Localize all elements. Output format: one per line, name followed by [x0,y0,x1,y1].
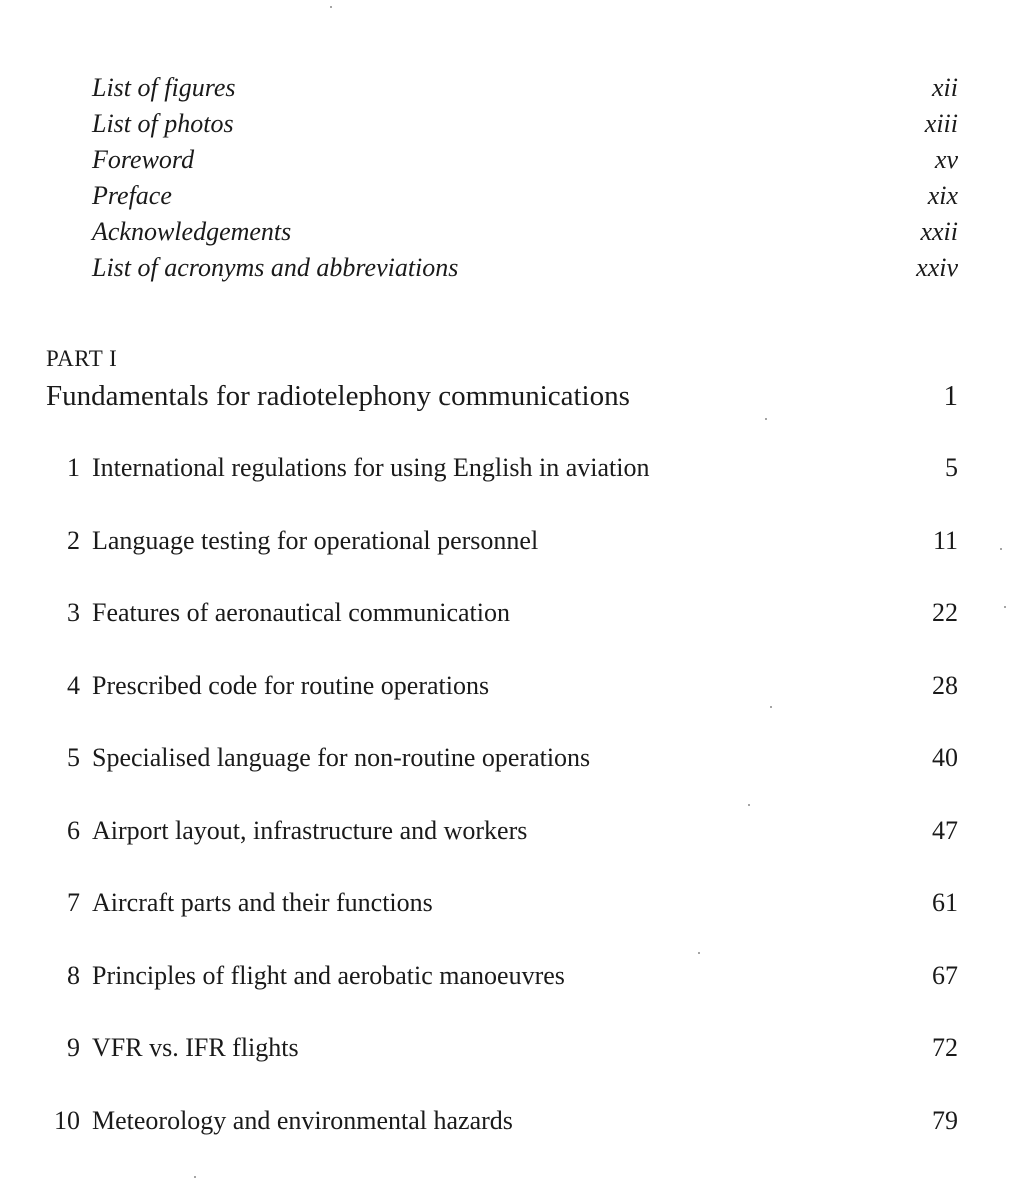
scan-speck [770,706,772,708]
front-matter-title: List of figures [92,73,236,102]
chapter-number: 7 [67,888,80,917]
scan-speck [1000,548,1002,550]
chapter-title: Principles of flight and aerobatic manoeuvres [92,960,565,990]
chapter-page: 47 [932,815,958,845]
chapter-number: 2 [67,525,80,555]
chapter-number: 4 [67,670,80,700]
front-matter-item [92,70,958,106]
front-matter-page: xix [927,181,958,210]
chapter-number: 1 [67,453,80,482]
chapter-number: 5 [67,743,80,772]
chapter-entry [40,738,958,811]
scan-speck [330,6,332,8]
front-matter-page: xiii [924,109,958,138]
chapter-page: 40 [932,743,958,772]
front-matter-title: Preface [92,181,172,210]
chapter-entry [40,593,958,666]
chapter-page: 5 [945,453,958,482]
front-matter-item [92,214,958,250]
front-matter-title: Foreword [92,145,195,174]
chapter-number: 9 [67,1033,80,1062]
chapter-title: Meteorology and environmental hazards [92,1105,513,1135]
chapter-list [40,448,958,1173]
chapter-page: 72 [932,1033,958,1062]
chapter-page: 67 [932,960,958,990]
chapter-number: 8 [67,960,80,990]
chapter-page: 28 [932,670,958,700]
chapter-title: Aircraft parts and their functions [92,888,433,917]
front-matter-item [92,178,958,214]
chapter-title: Features of aeronautical communication [92,598,511,627]
chapter-title: Language testing for operational personnel [92,525,539,555]
chapter-entry [40,883,958,956]
chapter-entry [40,956,958,1029]
chapter-entry [40,811,958,884]
scan-speck [765,418,767,420]
front-matter-list [92,70,958,286]
chapter-title: VFR vs. IFR flights [92,1033,299,1062]
chapter-page: 79 [932,1105,958,1135]
front-matter-item [92,142,958,178]
chapter-page: 22 [932,598,958,627]
scan-speck [698,952,700,954]
front-matter-title: List of photos [92,109,234,138]
chapter-number: 10 [54,1105,80,1135]
chapter-title: Airport layout, infrastructure and workers [92,815,528,845]
scan-speck [194,1176,196,1178]
chapter-title: Specialised language for non-routine operations [92,743,591,772]
front-matter-title: Acknowledgements [92,217,292,246]
scan-speck [748,804,750,806]
front-matter-page: xxii [920,217,958,246]
chapter-entry [40,521,958,594]
chapter-number: 3 [67,598,80,627]
chapter-entry [40,448,958,521]
front-matter-title: List of acronyms and abbreviations [92,253,459,282]
chapter-entry [40,1101,958,1174]
chapter-title: International regulations for using English in aviation [92,453,650,482]
front-matter-page: xxiv [916,253,958,282]
front-matter-page: xv [934,145,958,174]
part-page: 1 [943,380,958,412]
front-matter-item [92,106,958,142]
chapter-page: 61 [932,888,958,917]
chapter-page: 11 [932,525,958,555]
scan-speck [1004,606,1006,608]
front-matter-item [92,250,958,286]
chapter-entry [40,1028,958,1101]
chapter-number: 6 [67,815,80,845]
part-heading [46,376,958,416]
chapter-title: Prescribed code for routine operations [92,670,490,700]
part-title: Fundamentals for radiotelephony communications [46,380,630,412]
chapter-entry [40,666,958,739]
front-matter-page: xii [932,73,958,102]
part-label: PART I [46,346,118,371]
